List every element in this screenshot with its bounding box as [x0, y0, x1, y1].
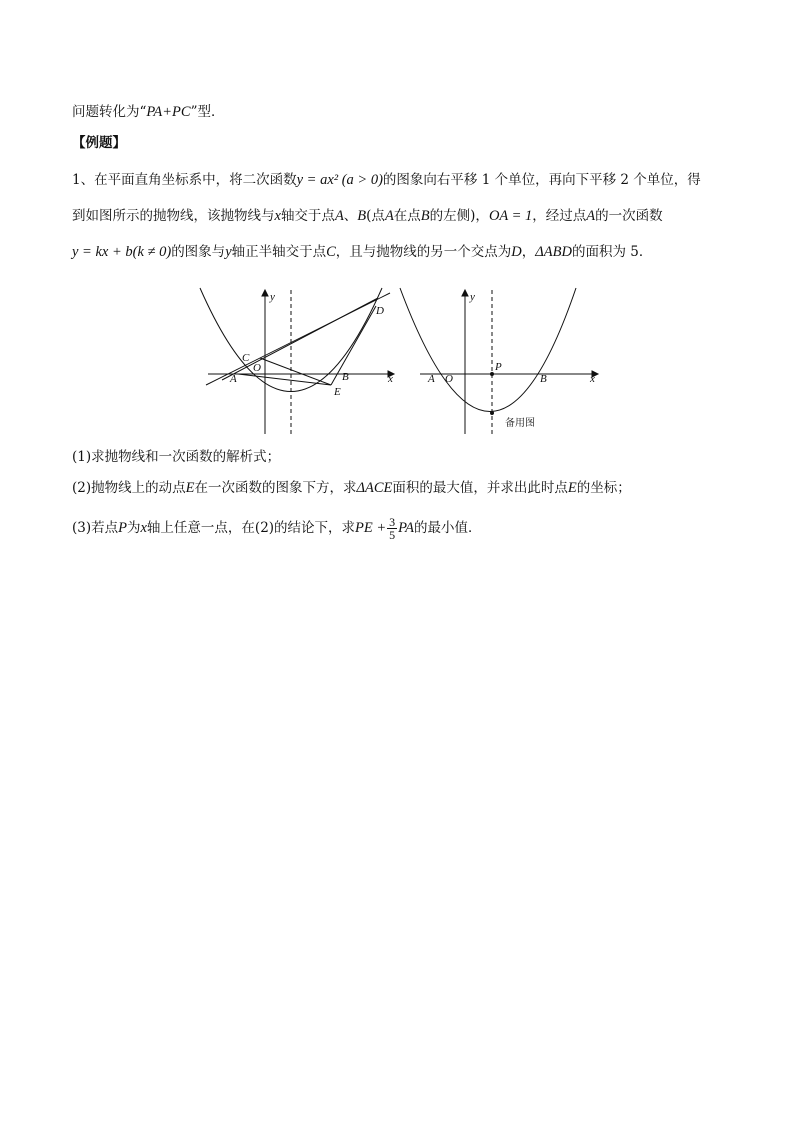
point-b: B: [357, 208, 367, 224]
text: (3)若点: [72, 520, 119, 536]
text: 的图象与: [171, 244, 226, 260]
pa-term: PA: [398, 520, 415, 536]
text: 为: [126, 520, 141, 536]
question-3: [72, 514, 482, 542]
text: 的面积为 5．: [571, 244, 653, 260]
point-e: E: [567, 480, 577, 496]
var-x: x: [140, 520, 147, 536]
intro-pa-pc: PA+PC: [146, 104, 191, 120]
text: 轴正半轴交于点: [231, 244, 327, 260]
question-1: [72, 447, 280, 467]
label-y: y: [470, 291, 475, 303]
intro-line: [72, 102, 224, 122]
text: 的最小值．: [414, 520, 482, 536]
text: (2)抛物线上的动点: [72, 480, 186, 496]
text: ，且与抛物线的另一个交点为: [335, 244, 512, 260]
numerator: 3: [389, 515, 396, 529]
text: ，: [521, 244, 536, 260]
text: 在点: [393, 208, 421, 224]
text: 面积的最大值，并求出此时点: [392, 480, 568, 496]
intro-suffix: ”型．: [190, 104, 225, 120]
label-x: x: [590, 373, 595, 385]
text: (点: [366, 208, 385, 224]
text: 在平面直角坐标系中，将二次函数: [94, 172, 297, 188]
pe-term: PE +: [355, 520, 387, 536]
q1-text: (1)求抛物线和一次函数的解析式；: [72, 449, 281, 465]
triangle-ace: ΔACE: [356, 480, 393, 496]
text: 、: [343, 208, 358, 224]
oa-equation: OA = 1: [488, 208, 533, 224]
point-e: E: [185, 480, 195, 496]
point-a: A: [334, 208, 344, 224]
label-e: E: [334, 386, 341, 398]
intro-prefix: 问题转化为“: [72, 104, 147, 120]
example-heading: 【例题】: [72, 135, 126, 151]
label-x: x: [388, 373, 393, 385]
label-o: O: [253, 362, 261, 374]
label-a: A: [230, 373, 237, 385]
problem-line-3: [72, 242, 652, 262]
vertex-dot: [491, 412, 494, 415]
parabola: [400, 288, 576, 412]
text: 的一次函数: [595, 208, 663, 224]
text: 轴交于点: [280, 208, 335, 224]
point-a: A: [384, 208, 394, 224]
y-arrow: [462, 290, 468, 296]
point-d: D: [511, 244, 522, 260]
problem-line-1: [72, 170, 701, 190]
denominator: 5: [389, 528, 396, 542]
question-2: [72, 478, 631, 498]
text: 轴上任意一点，在(2)的结论下，求: [146, 520, 356, 536]
problem-number: 1、: [72, 172, 95, 188]
function-2: y = kx + b(k ≠ 0): [72, 244, 172, 260]
point-a: A: [586, 208, 596, 224]
figure: [190, 282, 610, 442]
point-b: B: [420, 208, 430, 224]
label-b: B: [540, 373, 547, 385]
caption: 备用图: [505, 418, 535, 429]
function-1: y = ax² (a > 0): [296, 172, 383, 188]
label-d: D: [376, 305, 384, 317]
triangle-abd: ΔABD: [535, 244, 572, 260]
point-p: P: [118, 520, 127, 536]
problem-line-2: [72, 206, 663, 226]
text: 在一次函数的图象下方，求: [194, 480, 357, 496]
var-y: y: [225, 244, 232, 260]
fraction-3-5: [387, 516, 397, 541]
right-labels: [427, 291, 595, 429]
left-graph: [200, 288, 394, 436]
text: 的图象向右平移 1 个单位，再向下平移 2 个单位，得: [382, 172, 701, 188]
text: ，经过点: [532, 208, 587, 224]
label-y: y: [270, 291, 275, 303]
line-acd: [206, 293, 390, 385]
text: 到如图所示的抛物线，该抛物线与: [72, 208, 275, 224]
text: 的坐标；: [576, 480, 631, 496]
left-labels: [229, 291, 393, 398]
text: 的左侧)，: [429, 208, 489, 224]
label-b: B: [342, 371, 349, 383]
label-p: P: [495, 361, 502, 373]
y-arrow: [262, 290, 268, 296]
label-a: A: [428, 373, 435, 385]
point-c: C: [326, 244, 336, 260]
label-c: C: [242, 352, 250, 364]
point-p-dot: [491, 373, 494, 376]
var-x: x: [274, 208, 281, 224]
segment-ed: [331, 306, 376, 385]
label-o: O: [445, 373, 453, 385]
line-extra: [222, 298, 378, 380]
